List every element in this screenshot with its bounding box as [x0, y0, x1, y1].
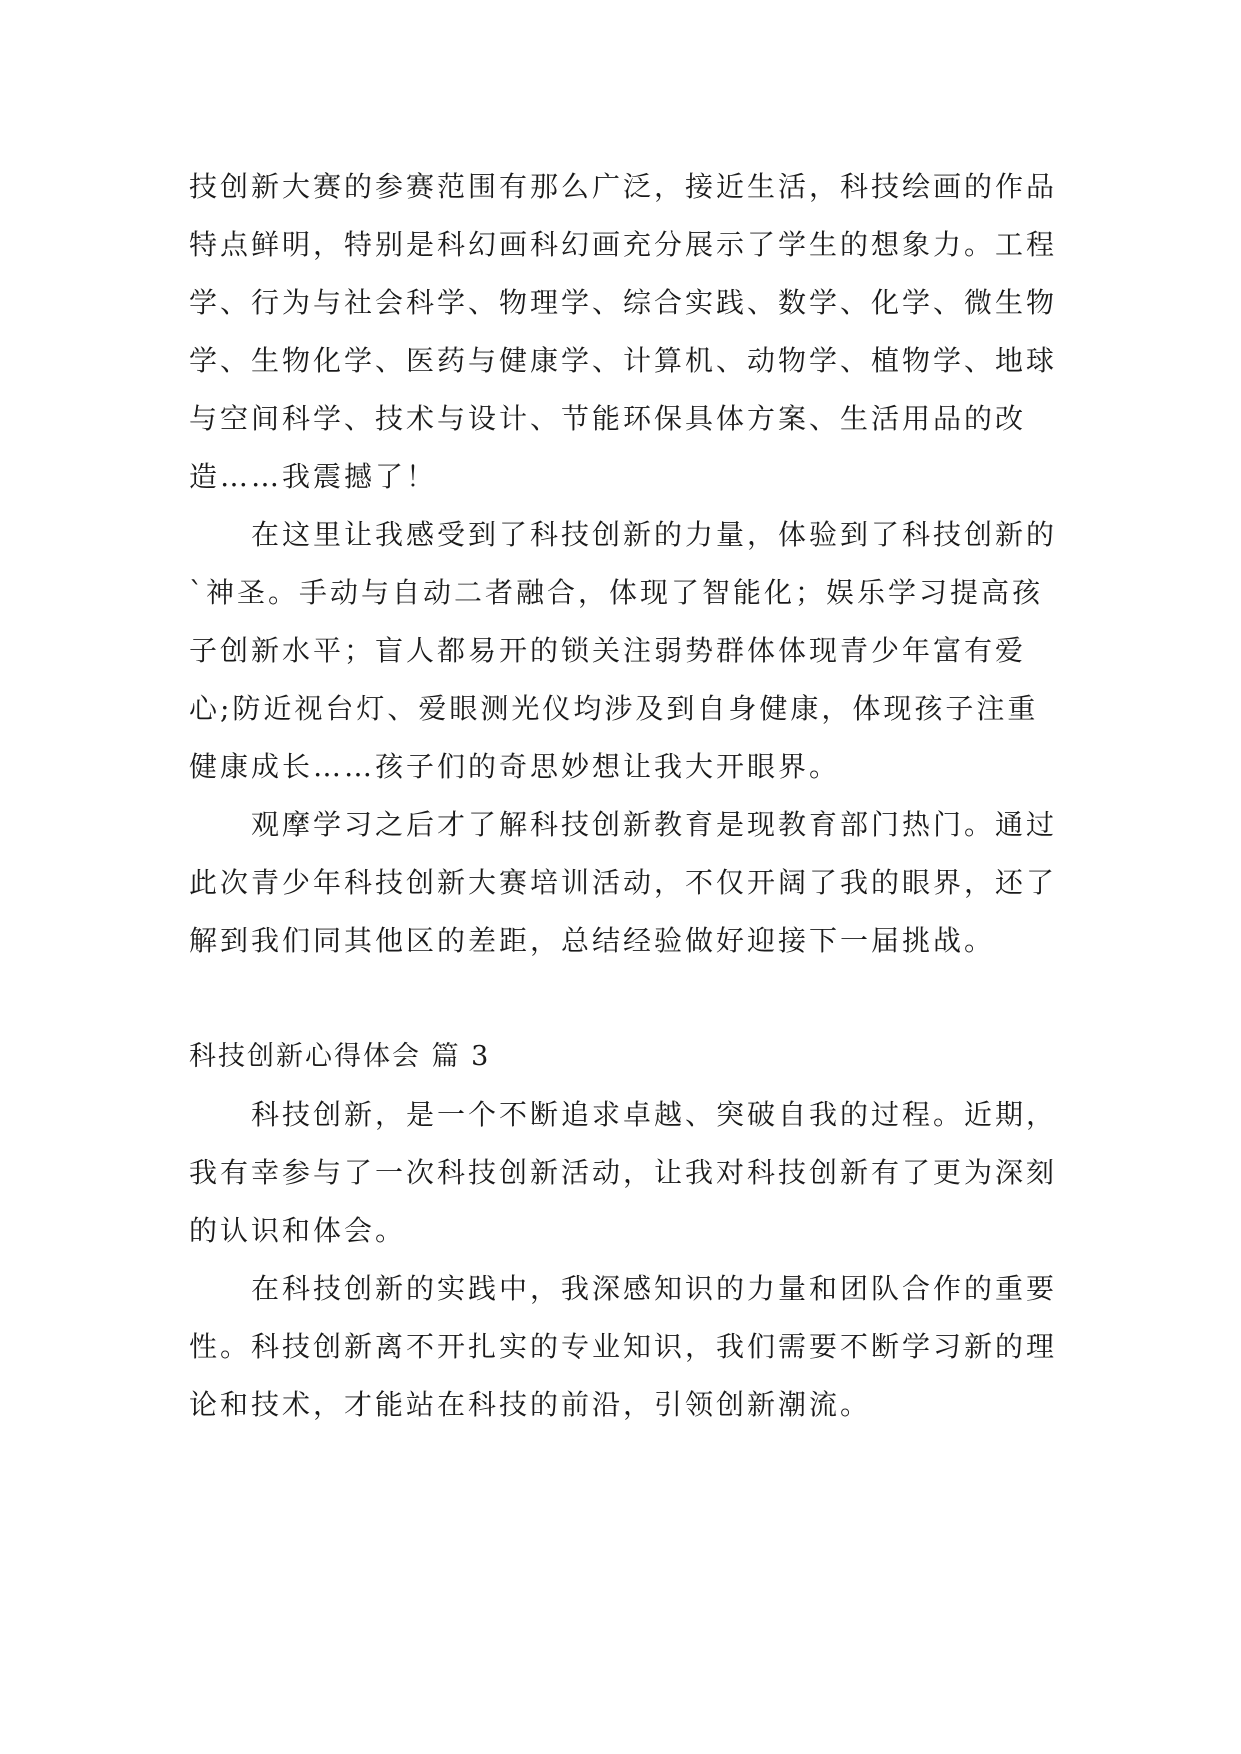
- paragraph-3: 观摩学习之后才了解科技创新教育是现教育部门热门。通过此次青少年科技创新大赛培训活动，不仅开阔了我的眼界，还了解到我们同其他区的差距，总结经验做好迎接下一届挑战。: [189, 808, 1058, 957]
- paragraph-1: 技创新大赛的参赛范围有那么广泛，接近生活，科技绘画的作品特点鲜明，特别是科幻画科幻画充分展示了学生的想象力。工程学、行为与社会科学、物理学、综合实践、数学、化学、微生物学、生物化学、医药与健康学、计算机、动物学、植物学、地球与空间科学、技术与设计、节能环保具体方案、生活用品的改造……我震撼了！: [189, 170, 1058, 493]
- section-heading: 科技创新心得体会 篇 3: [189, 1041, 491, 1072]
- paragraph-5: 在科技创新的实践中，我深感知识的力量和团队合作的重要性。科技创新离不开扎实的专业知识，我们需要不断学习新的理论和技术，才能站在科技的前沿，引领创新潮流。: [189, 1272, 1058, 1421]
- paragraph-4: 科技创新，是一个不断追求卓越、突破自我的过程。近期，我有幸参与了一次科技创新活动，让我对科技创新有了更为深刻的认识和体会。: [189, 1098, 1058, 1247]
- document-body: [189, 158, 1069, 1434]
- paragraph-2: 在这里让我感受到了科技创新的力量，体验到了科技创新的`神圣。手动与自动二者融合，体现了智能化；娱乐学习提高孩子创新水平；盲人都易开的锁关注弱势群体体现青少年富有爱心;防近视台灯、爱眼测光仪均涉及到自身健康，体现孩子注重健康成长……孩子们的奇思妙想让我大开眼界。: [189, 518, 1058, 783]
